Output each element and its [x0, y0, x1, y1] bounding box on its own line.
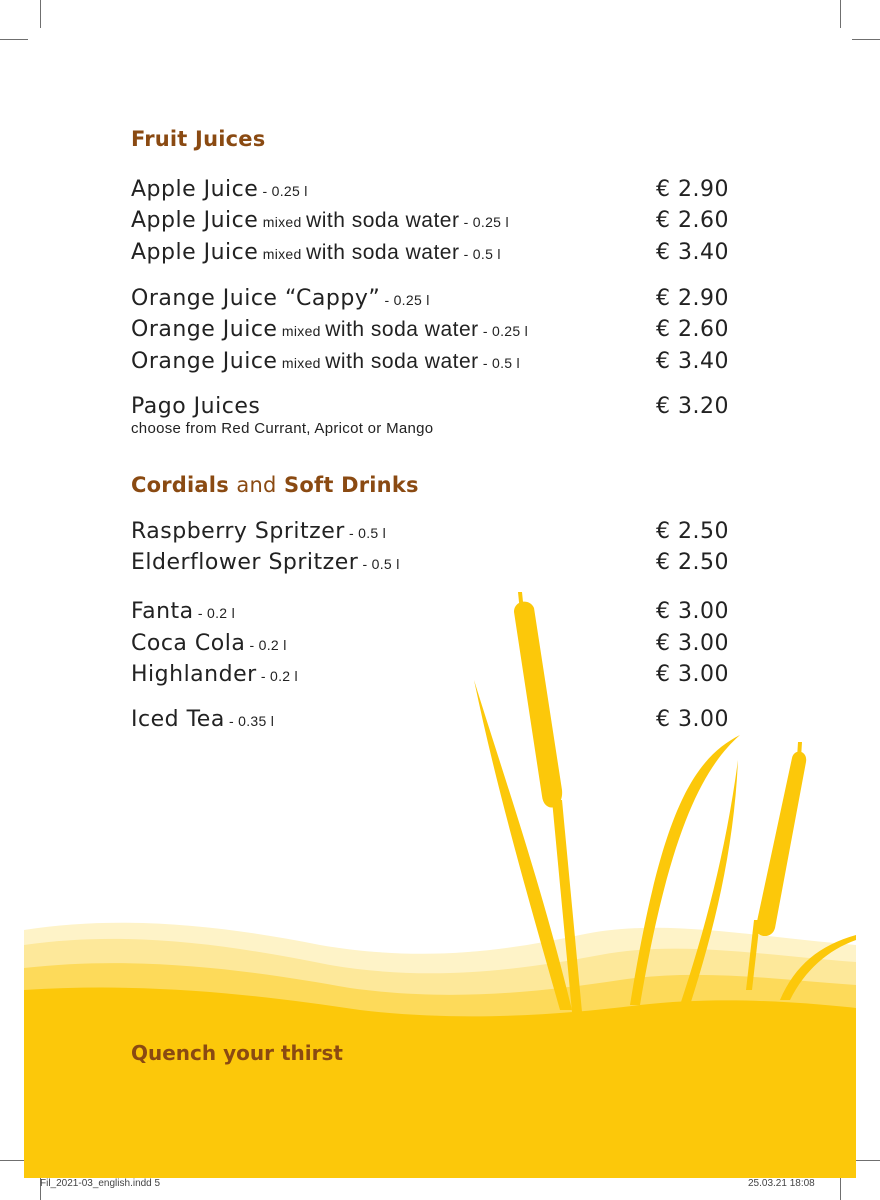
menu-item [131, 286, 731, 316]
tagline: Quench your thirst [131, 1041, 343, 1065]
item-name: Highlander [131, 662, 257, 687]
menu-item [131, 707, 731, 737]
section-title-fruit-juices: Fruit Juices [131, 127, 266, 151]
item-size: - 0.2 l [256, 668, 298, 684]
item-name: Apple Juice [131, 240, 259, 265]
footer-stamp: 25.03.21 18:08 [748, 1178, 815, 1189]
menu-item [131, 631, 731, 661]
menu-item [131, 208, 731, 238]
item-size: - 0.5 l [344, 525, 387, 541]
item-price: € 2.60 [656, 208, 729, 233]
item-size: - 0.5 l [358, 556, 400, 572]
item-name: Orange Juice [131, 317, 278, 342]
item-size: - 0.5 l [478, 355, 520, 371]
item-price: € 3.00 [656, 631, 729, 656]
item-name: Coca Cola [131, 631, 246, 656]
menu-item [131, 519, 731, 549]
item-price: € 2.60 [656, 317, 729, 342]
title-part: and [236, 473, 277, 497]
menu-item [131, 317, 731, 347]
menu-item [131, 394, 731, 444]
item-name: Fanta [131, 599, 194, 624]
item-price: € 2.50 [656, 550, 729, 575]
item-price: € 3.40 [656, 240, 729, 265]
item-price: € 3.00 [656, 707, 729, 732]
item-name: Pago Juices [131, 394, 261, 419]
item-price: € 3.00 [656, 599, 729, 624]
item-price: € 3.40 [656, 349, 729, 374]
item-note: choose from Red Currant, Apricot or Mango [131, 420, 434, 437]
menu-item [131, 349, 731, 379]
item-with: with soda water [325, 350, 479, 373]
item-size: - 0.25 l [258, 183, 308, 199]
item-with: with soda water [306, 241, 460, 264]
item-size: - 0.25 l [459, 214, 509, 230]
section-title-cordials-soft-drinks [131, 473, 419, 497]
menu-item [131, 240, 731, 270]
item-size: - 0.5 l [459, 246, 501, 262]
item-name: Raspberry Spritzer [131, 519, 345, 544]
item-mixed: mixed [281, 323, 321, 339]
item-mixed: mixed [262, 214, 302, 230]
item-name: Elderflower Spritzer [131, 550, 359, 575]
item-with: with soda water [325, 318, 479, 341]
menu-item [131, 662, 731, 692]
item-mixed: mixed [281, 355, 321, 371]
menu-item [131, 177, 731, 207]
item-price: € 3.00 [656, 662, 729, 687]
item-name: Iced Tea [131, 707, 225, 732]
item-size: - 0.2 l [193, 605, 235, 621]
title-part: Cordials [131, 473, 229, 497]
item-size: - 0.35 l [224, 713, 275, 729]
item-with: with soda water [306, 209, 460, 232]
item-size: - 0.2 l [245, 637, 287, 653]
item-name: Apple Juice [131, 208, 259, 233]
item-price: € 3.20 [656, 394, 729, 419]
menu-item [131, 550, 731, 580]
item-name: Orange Juice “Cappy” [131, 286, 381, 311]
item-size: - 0.25 l [478, 323, 529, 339]
item-name: Orange Juice [131, 349, 278, 374]
item-price: € 2.90 [656, 286, 729, 311]
title-part: Soft Drinks [284, 473, 419, 497]
item-mixed: mixed [262, 246, 302, 262]
menu-item [131, 599, 731, 629]
item-price: € 2.90 [656, 177, 729, 202]
item-price: € 2.50 [656, 519, 729, 544]
item-size: - 0.25 l [380, 292, 430, 308]
footer-file: Fil_2021-03_english.indd 5 [40, 1178, 161, 1189]
item-name: Apple Juice [131, 177, 259, 202]
